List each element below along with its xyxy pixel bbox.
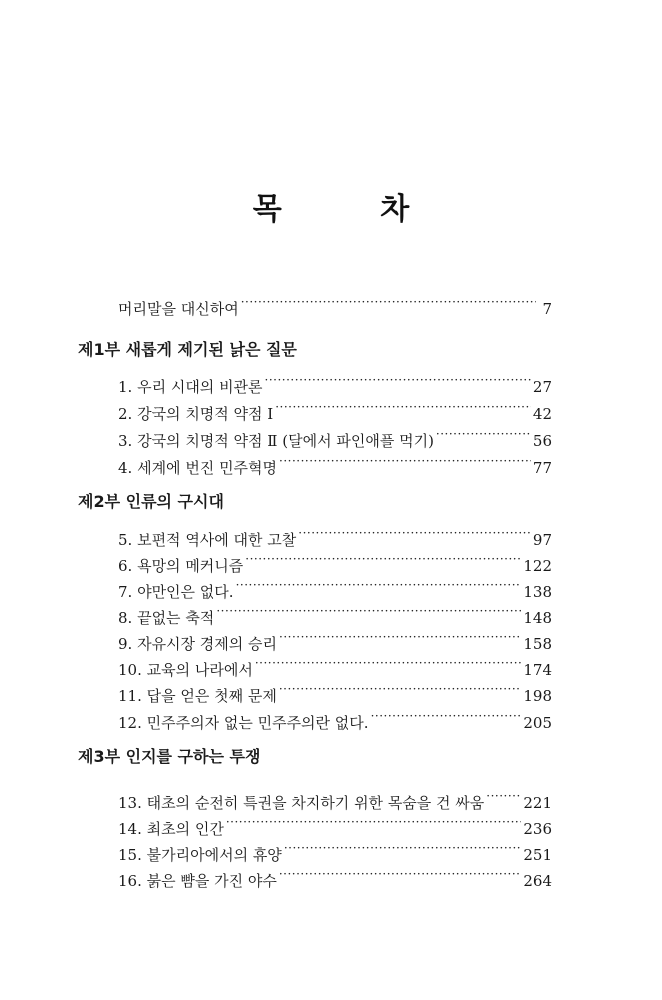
part-heading: 제2부 인류의 구시대 bbox=[78, 492, 224, 511]
toc-entry-label: 13. 태초의 순전히 특권을 차지하기 위한 목숨을 건 싸움 bbox=[118, 794, 485, 812]
toc-entry[interactable] bbox=[118, 651, 552, 679]
dot-leader bbox=[436, 422, 531, 446]
toc-entry-label: 7. 야만인은 없다. bbox=[118, 583, 234, 601]
toc-entry[interactable] bbox=[118, 599, 552, 627]
toc-entry-page: 264 bbox=[523, 872, 552, 890]
toc-entry-page: 174 bbox=[523, 661, 552, 679]
toc-entry[interactable] bbox=[118, 422, 552, 450]
toc-entry[interactable] bbox=[118, 547, 552, 575]
toc-entry-label: 2. 강국의 치명적 약점 Ⅰ bbox=[118, 405, 274, 423]
toc-entry-label: 15. 불가리아에서의 휴양 bbox=[118, 846, 282, 864]
toc-entry-label: 1. 우리 시대의 비관론 bbox=[118, 378, 263, 396]
toc-entry-page: 42 bbox=[532, 405, 552, 423]
page-title: 목 차 bbox=[252, 192, 454, 227]
toc-entry[interactable] bbox=[118, 704, 552, 732]
toc-entry[interactable] bbox=[118, 449, 552, 477]
toc-entry-page: 251 bbox=[523, 846, 552, 864]
toc-entry-label: 11. 답을 얻은 첫째 문제 bbox=[118, 687, 277, 705]
toc-entry-page: 148 bbox=[523, 609, 552, 627]
dot-leader bbox=[486, 784, 521, 808]
toc-entry-page: 97 bbox=[532, 531, 552, 549]
toc-entry-page: 77 bbox=[532, 459, 552, 477]
toc-entry[interactable] bbox=[118, 836, 552, 864]
toc-entry-page: 205 bbox=[523, 714, 552, 732]
dot-leader bbox=[279, 625, 521, 649]
toc-entry[interactable] bbox=[118, 395, 552, 423]
dot-leader bbox=[275, 395, 531, 419]
toc-entry[interactable] bbox=[118, 862, 552, 890]
dot-leader bbox=[279, 862, 522, 886]
toc-entry-page: 122 bbox=[523, 557, 552, 575]
toc-entry[interactable] bbox=[118, 810, 552, 838]
toc-entry[interactable] bbox=[118, 521, 552, 549]
part-heading: 제3부 인지를 구하는 투쟁 bbox=[78, 747, 261, 766]
toc-entry[interactable] bbox=[118, 677, 552, 705]
dot-leader bbox=[216, 599, 521, 623]
dot-leader bbox=[298, 521, 531, 545]
toc-entry-page: 7 bbox=[542, 300, 552, 318]
dot-leader bbox=[371, 704, 522, 728]
dot-leader bbox=[236, 573, 522, 597]
dot-leader bbox=[245, 547, 521, 571]
dot-leader bbox=[241, 290, 536, 314]
toc-entry-page: 236 bbox=[523, 820, 552, 838]
toc-entry-page: 56 bbox=[532, 432, 552, 450]
toc-entry[interactable] bbox=[118, 784, 552, 812]
dot-leader bbox=[284, 836, 522, 860]
toc-entry-label: 10. 교육의 나라에서 bbox=[118, 661, 253, 679]
toc-entry[interactable] bbox=[118, 625, 552, 653]
toc-entry-label: 8. 끝없는 축적 bbox=[118, 609, 215, 627]
part-heading: 제1부 새롭게 제기된 낡은 질문 bbox=[78, 340, 297, 359]
toc-entry-label: 12. 민주주의자 없는 민주주의란 없다. bbox=[118, 714, 369, 732]
toc-entry-label: 9. 자유시장 경제의 승리 bbox=[118, 635, 278, 653]
toc-entry-page: 221 bbox=[523, 794, 552, 812]
toc-entry-page: 158 bbox=[523, 635, 552, 653]
toc-entry-label: 6. 욕망의 메커니즘 bbox=[118, 557, 244, 575]
dot-leader bbox=[279, 449, 531, 473]
toc-entry-label: 14. 최초의 인간 bbox=[118, 820, 224, 838]
toc-entry-page: 27 bbox=[532, 378, 552, 396]
toc-entry-label: 16. 붉은 뺨을 가진 야수 bbox=[118, 872, 277, 890]
dot-leader bbox=[226, 810, 522, 834]
toc-entry-label: 4. 세계에 번진 민주혁명 bbox=[118, 459, 278, 477]
dot-leader bbox=[255, 651, 522, 675]
toc-entry-label: 3. 강국의 치명적 약점 Ⅱ (달에서 파인애플 먹기) bbox=[118, 432, 434, 450]
toc-entry[interactable] bbox=[118, 573, 552, 601]
toc-entry-page: 138 bbox=[523, 583, 552, 601]
toc-entry[interactable] bbox=[118, 368, 552, 396]
toc-entry-label: 5. 보편적 역사에 대한 고찰 bbox=[118, 531, 297, 549]
toc-entry-page: 198 bbox=[523, 687, 552, 705]
toc-entry-label: 머리말을 대신하여 bbox=[118, 300, 239, 318]
toc-entry-preface[interactable] bbox=[118, 290, 552, 318]
dot-leader bbox=[279, 677, 522, 701]
dot-leader bbox=[265, 368, 531, 392]
